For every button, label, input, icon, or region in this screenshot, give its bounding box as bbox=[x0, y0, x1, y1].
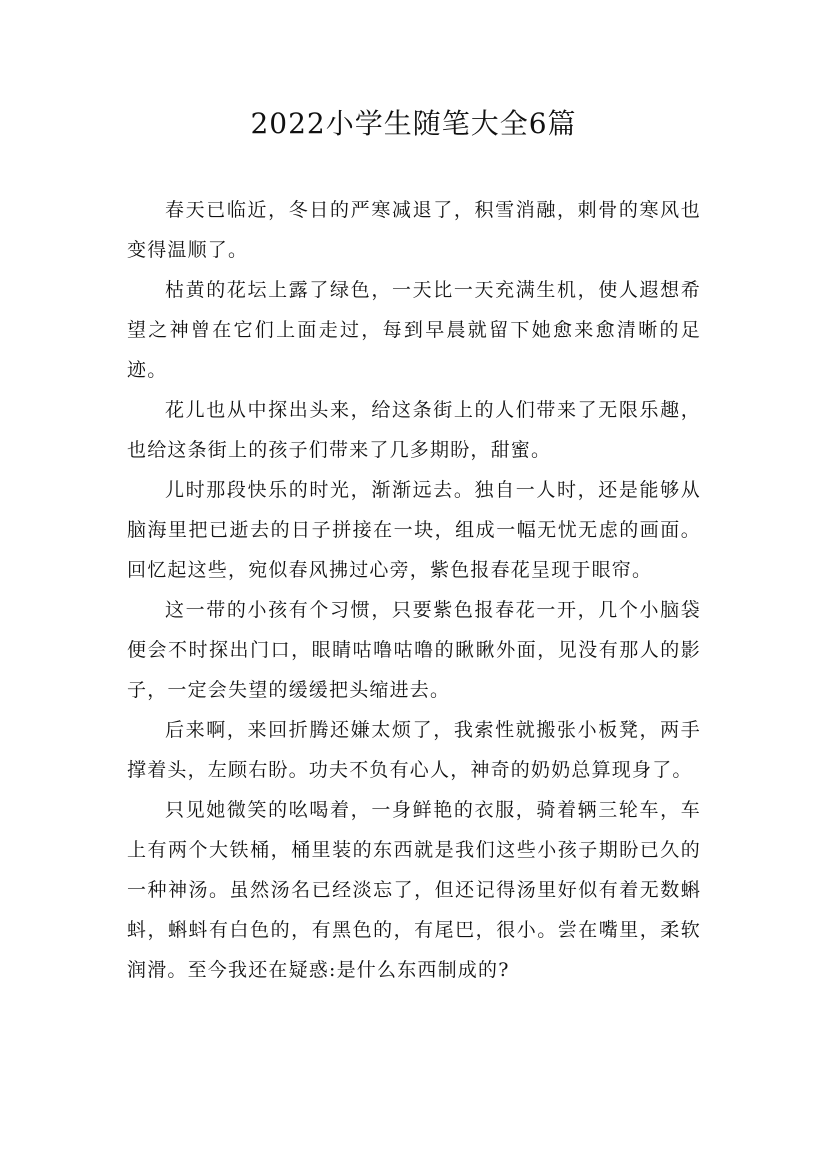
paragraph: 花儿也从中探出头来，给这条街上的人们带来了无限乐趣，也给这条街上的孩子们带来了几多期盼，甜蜜。 bbox=[127, 399, 701, 461]
paragraph: 这一带的小孩有个习惯，只要紫色报春花一开，几个小脑袋便会不时探出门口，眼睛咕噜咕噜的瞅瞅外面，见没有那人的影子，一定会失望的缓缓把头缩进去。 bbox=[127, 599, 701, 701]
paragraph: 儿时那段快乐的时光，渐渐远去。独自一人时，还是能够从脑海里把已逝去的日子拼接在一块，组成一幅无忧无虑的画面。回忆起这些，宛似春风拂过心旁，紫色报春花呈现于眼帘。 bbox=[127, 479, 701, 581]
document-body bbox=[127, 190, 701, 990]
paragraph: 枯黄的花坛上露了绿色，一天比一天充满生机，使人遐想希望之神曾在它们上面走过，每到早晨就留下她愈来愈清晰的足迹。 bbox=[127, 279, 701, 381]
paragraph: 后来啊，来回折腾还嫌太烦了，我索性就搬张小板凳，两手撑着头，左顾右盼。功夫不负有心人，神奇的奶奶总算现身了。 bbox=[127, 719, 701, 781]
paragraph: 只见她微笑的吆喝着，一身鲜艳的衣服，骑着辆三轮车，车上有两个大铁桶，桶里装的东西就是我们这些小孩子期盼已久的一种神汤。虽然汤名已经淡忘了，但还记得汤里好似有着无数蝌蚪，蝌蚪有白色的，有黑色的，有尾巴，很小。尝在嘴里，柔软润滑。至今我还在疑惑:是什么东西制成的? bbox=[127, 799, 701, 981]
paragraph: 春天已临近，冬日的严寒减退了，积雪消融，刺骨的寒风也变得温顺了。 bbox=[127, 199, 701, 261]
document-title: 2022小学生随笔大全6篇 bbox=[250, 107, 577, 140]
